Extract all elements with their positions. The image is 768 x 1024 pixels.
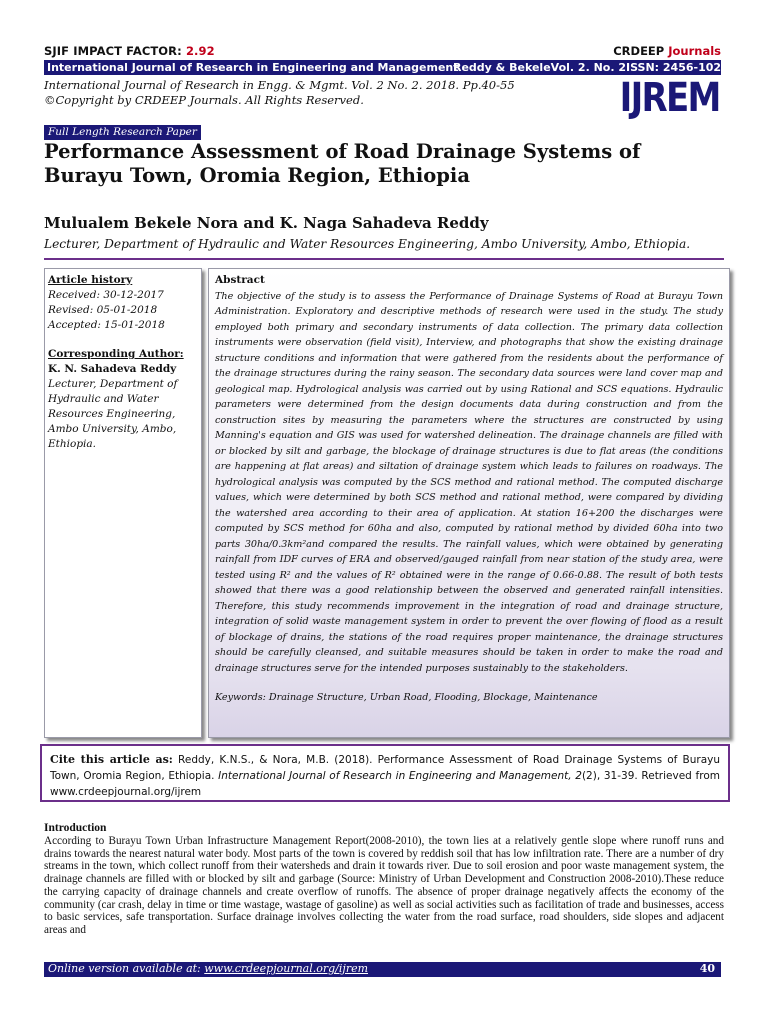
article-history-box [44,268,202,738]
journal-url-link[interactable]: www.crdeepjournal.org/ijrem [204,962,369,975]
article-history-heading: Article history [48,274,133,286]
header-divider [44,258,724,260]
authors: Mulualem Bekele Nora and K. Naga Sahadeva Reddy [44,214,489,232]
copyright: ©Copyright by CRDEEP Journals. All Rights Reserved. [44,93,364,107]
accepted-date: Accepted: 15-01-2018 [48,319,165,331]
journal-name: International Journal of Research in Engineering and Management [47,61,459,74]
corresponding-name: K. N. Sahadeva Reddy [48,363,177,375]
volume: Vol. 2. No. 2 [550,61,627,74]
revised-date: Revised: 05-01-2018 [48,304,158,316]
impact-factor: SJIF IMPACT FACTOR: 2.92 [44,44,215,58]
publisher-brand: CRDEEP Journals [613,44,721,58]
online-version: Online version available at: www.crdeepjournal.org/ijrem [48,962,369,975]
intro-heading: Introduction [44,822,107,834]
citation-line: International Journal of Research in Engg. & Mgmt. Vol. 2 No. 2. 2018. Pp.40-55 [44,78,515,92]
page-number: 40 [699,962,715,975]
received-date: Received: 30-12-2017 [48,289,164,301]
paper-title: Performance Assessment of Road Drainage Systems of Burayu Town, Oromia Region, Ethiopia [44,140,641,187]
corresponding-heading: Corresponding Author: [48,348,184,360]
running-authors: Reddy & Bekele [453,61,551,74]
paper-type-badge: Full Length Research Paper [44,125,201,140]
affiliation: Lecturer, Department of Hydraulic and Water Resources Engineering, Ambo University, Ambo, Ethiopia. [44,237,691,251]
abstract-box [208,268,730,738]
journal-logo: IJREM [619,75,720,121]
cite-text-end: (2), 31-39. Retrieved from www.crdeepjournal.org/ijrem [50,770,720,798]
intro-body: According to Burayu Town Urban Infrastructure Management Report(2008-2010), the town lies at a relatively gentle slope where runoff runs and drains towards the nearest natural water body. Most parts of the town is covered by reddish soil that has low infiltration rate. There are a number of dry streams in the town, which collect runoff from their watersheds and drain it towards river. Due to soil erosion and poor waste management system, the drainage channels are filled with or blocked by silt and garbage (Source: Ministry of Urban Development and Construction 2008-2010).These reduce the carrying capacity of drainage channels and create overflow of runoffs. The absence of proper drainage negatively affects the economy of the community (car crash, delay in time or time wastage, wastage of gasoline) as well as social activities such as facilitation of trade and businesses, access to basic services, safe transportation. Surface drainage involves collecting the water from the road surface, road shoulders, side slopes and adjacent areas and [44,835,724,936]
impact-factor-value: 2.92 [185,44,215,58]
issn: ISSN: 2456-1029 [626,61,729,74]
corresponding-affiliation: Lecturer, Department of Hydraulic and Water Resources Engineering, Ambo University, Ambo, Ethiopia. [48,378,178,450]
keywords: Keywords: Drainage Structure, Urban Road, Flooding, Blockage, Maintenance [215,692,598,703]
cite-journal: International Journal of Research in Engineering and Management, 2 [218,770,582,782]
journal-header-bar [44,60,729,75]
abstract-heading: Abstract [215,274,265,286]
cite-box [40,744,730,802]
page-footer [44,962,721,977]
abstract-body: The objective of the study is to assess the Performance of Drainage Systems of Road at Burayu Town Administration. Exploratory and descriptive methods of research were used in the study. The study employed both primary and secondary instruments of data collection. The primary data collection instruments were observation (field visit), Interview, and photographs that show the existing drainage structure conditions and information that were gathered from the residents about the performance of the drainage structures during the rainy season. The secondary data sources were land cover map and geological map. Hydrological analysis was carried out by using Rational and SCS equations. Hydraulic parameters were determined from the design documents data during construction and from the construction sites by measuring the parameters where the structures are constructed by using Manning's equation and GIS was used for watershed delineation. The drainage channels are filled with or blocked by silt and garbage, the blockage of drainage structures is due to flat areas (the conditions are happening at flat areas) and siltation of drainage system which leads to failures on roadways. The hydrological analysis was computed by the SCS method and rational method. The computed discharge values, which were determined by both SCS method and rational method, were compared by dividing the watershed area according to their area of application. At station 16+200 the discharges were computed by SCS method for 60ha and also, computed by rational method by divided 60ha into two parts 30ha/0.3km²and compared the results. The rainfall values, which were obtained by generating rainfall from IDF curves of ERA and observed/gauged rainfall from near station of the study area, were tested using R² and the values of R² obtained were in the range of 0.66-0.88. The result of both tests showed that there was a good relationship between the observed and generated rainfall intensities. Therefore, this study recommends improvement in the integration of road and drainage structure, integration of solid waste management system in order to prevent the over flowing of flood as a result of blockage of drains, the stations of the road requires proper maintenance, the drainage structures should be carefully cleansed, and suitable measures should be taken in order to make the road and drainage structures serve for the intended purposes sustainably to the stakeholders. [215,290,723,674]
cite-label: Cite this article as: [50,753,173,766]
cite-text: Reddy, K.N.S., & Nora, M.B. (2018). Performance Assessment of Road Drainage Systems of Burayu Town, Oromia Region, Ethiopia. [50,754,721,782]
